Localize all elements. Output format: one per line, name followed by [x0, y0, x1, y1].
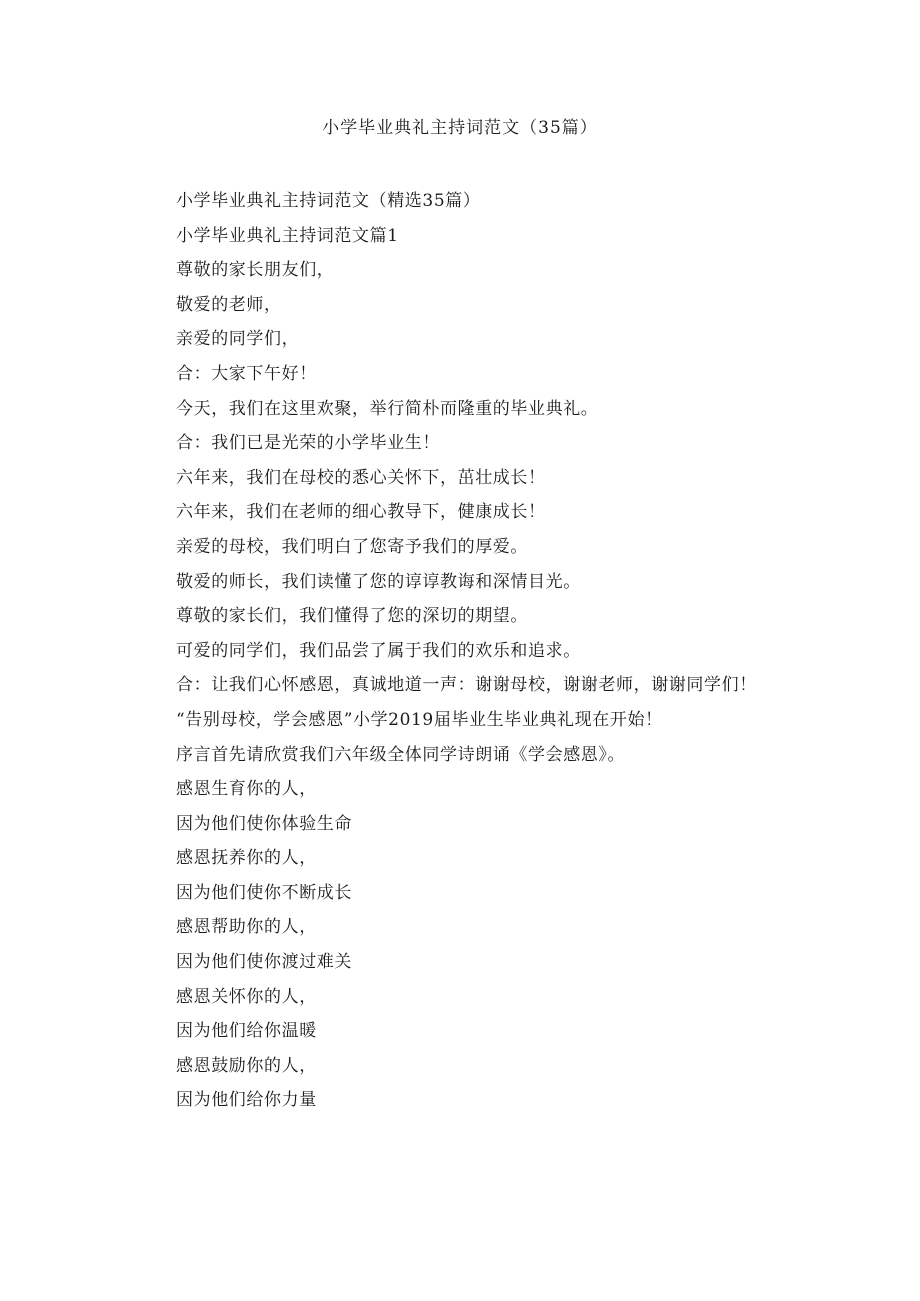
paragraph: 因为他们使你体验生命 — [176, 813, 352, 834]
paragraph: 感恩关怀你的人， — [176, 986, 317, 1007]
paragraph: 小学毕业典礼主持词范文（精选35篇） — [176, 191, 481, 211]
paragraph: 合：大家下午好！ — [176, 363, 317, 384]
paragraph: 因为他们使你不断成长 — [176, 882, 352, 903]
paragraph: 感恩帮助你的人， — [176, 917, 317, 938]
paragraph: 六年来，我们在母校的悉心关怀下，茁壮成长！ — [176, 467, 546, 488]
paragraph: 亲爱的母校，我们明白了您寄予我们的厚爱。 — [176, 536, 528, 557]
paragraph: 可爱的同学们，我们品尝了属于我们的欢乐和追求。 — [176, 640, 581, 661]
document-title: 小学毕业典礼主持词范文（35篇） — [322, 118, 598, 138]
paragraph: 合：我们已是光荣的小学毕业生！ — [176, 433, 440, 454]
paragraph: 敬爱的老师， — [176, 294, 282, 315]
paragraph: 因为他们使你渡过难关 — [176, 952, 352, 973]
paragraph: 合：让我们心怀感恩，真诚地道一声：谢谢母校，谢谢老师，谢谢同学们！ — [176, 675, 757, 696]
paragraph: 感恩抚养你的人， — [176, 848, 317, 869]
paragraph: 序言首先请欣赏我们六年级全体同学诗朗诵《学会感恩》。 — [176, 744, 626, 765]
paragraph: 亲爱的同学们， — [176, 329, 300, 350]
paragraph: 因为他们给你温暖 — [176, 1021, 317, 1042]
paragraph: “告别母校，学会感恩”小学2019届毕业生毕业典礼现在开始！ — [176, 709, 663, 730]
paragraph: 尊敬的家长朋友们， — [176, 260, 335, 281]
paragraph: 因为他们给你力量 — [176, 1090, 317, 1111]
document-body — [136, 184, 786, 1118]
paragraph: 六年来，我们在老师的细心教导下，健康成长！ — [176, 502, 546, 523]
paragraph: 感恩生育你的人， — [176, 779, 317, 800]
paragraph: 敬爱的师长，我们读懂了您的谆谆教诲和深情目光。 — [176, 571, 581, 592]
paragraph: 今天，我们在这里欢聚，举行简朴而隆重的毕业典礼。 — [176, 398, 599, 419]
paragraph: 感恩鼓励你的人， — [176, 1055, 317, 1076]
paragraph: 小学毕业典礼主持词范文篇1 — [176, 225, 399, 246]
paragraph: 尊敬的家长们，我们懂得了您的深切的期望。 — [176, 606, 528, 627]
